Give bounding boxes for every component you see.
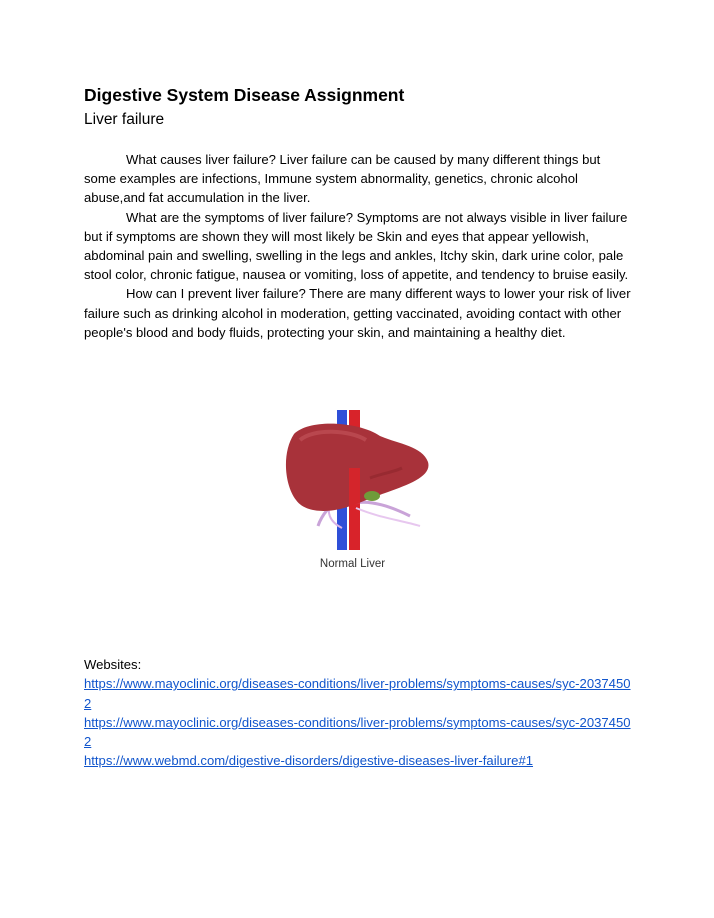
gallbladder-shape [364, 491, 380, 501]
paragraph-symptoms: What are the symptoms of liver failure? Symptoms are not always visible in liver failure but if symptoms are shown they will most likely be Skin and eyes that appear yellowish, abdominal pain and swelling, swelling in the legs and ankles, Itchy skin, dark urine color, pale stool color, chronic fatigue, nausea or vomiting, loss of appetite, and tendency to bruise easily. [84, 209, 629, 283]
website-link-3[interactable]: https://www.webmd.com/digestive-disorders/digestive-diseases-liver-failure#1 [84, 753, 534, 769]
websites-label: Websites: [84, 657, 142, 672]
document-title: Digestive System Disease Assignment [84, 85, 405, 105]
liver-illustration [270, 408, 435, 553]
document-body [84, 150, 632, 342]
paragraph-causes: What causes liver failure? Liver failure can be caused by many different things but some examples are infections, Immune system abnormality, genetics, chronic alcohol abuse,and fat accumulation in the liver. [84, 152, 601, 206]
paragraph-prevention: How can I prevent liver failure? There are many different ways to lower your risk of liver failure such as drinking alcohol in moderation, getting vaccinated, avoiding contact with other people's blood and body fluids, protecting your skin, and maintaining a healthy diet. [84, 286, 631, 340]
liver-figure [270, 408, 445, 578]
website-link-1[interactable]: https://www.mayoclinic.org/diseases-conditions/liver-problems/symptoms-causes/syc-20374502 [84, 676, 631, 711]
document-subtitle: Liver failure [84, 111, 165, 128]
document-page [84, 84, 632, 342]
figure-caption: Normal Liver [319, 558, 386, 570]
websites-section [84, 655, 644, 771]
website-link-2[interactable]: https://www.mayoclinic.org/diseases-conditions/liver-problems/symptoms-causes/syc-20374502 [84, 714, 631, 750]
